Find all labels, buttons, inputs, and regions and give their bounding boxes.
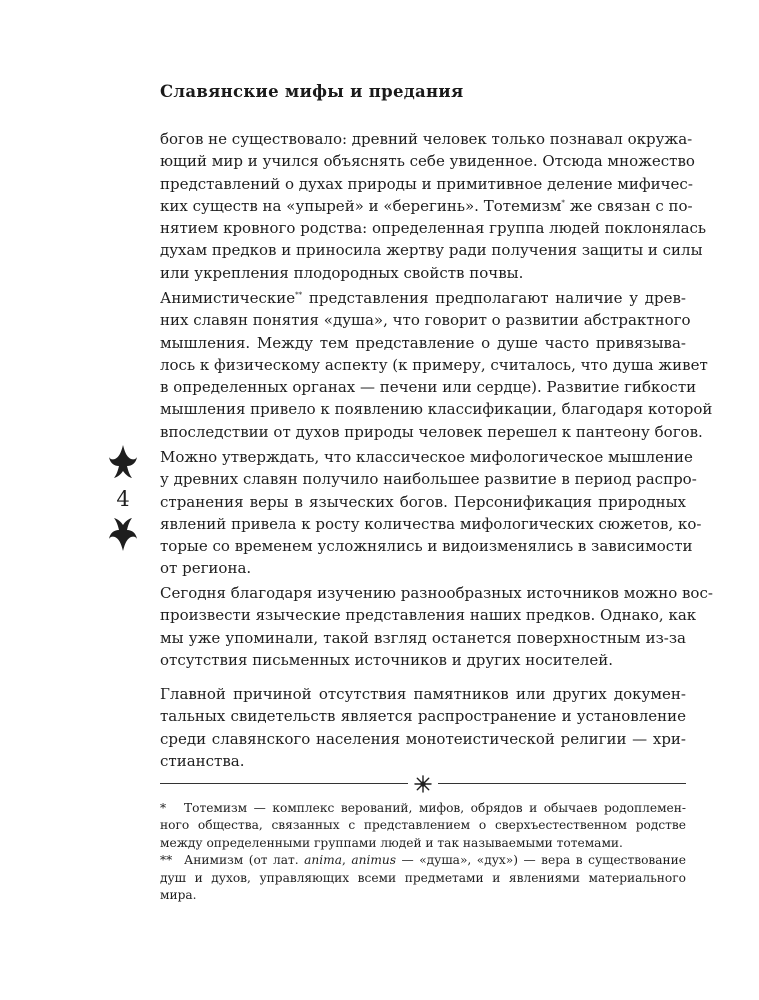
text-line: странения веры в языческих богов. Персонификация природных — [160, 492, 686, 511]
footnote-marker: ** — [295, 291, 303, 299]
text-line: них славян понятия «душа», что говорит о развитии абстрактного — [160, 311, 691, 330]
text-line: нятием кровного родства: определенная группа людей поклонялась — [160, 219, 707, 238]
latin-term: animus — [351, 853, 397, 868]
text-line: Главной причиной отсутствия памятников или других докумен- — [160, 685, 686, 703]
body-paragraph — [160, 287, 713, 443]
text-line: торые со временем усложнялись и видоизменялись в зависимости — [160, 537, 693, 556]
text-line: ющий мир и учился объяснять себе увиденное. Отсюда множество — [160, 152, 695, 171]
running-head: Славянские мифы и предания — [160, 82, 464, 101]
footnote-line: душ и духов, управляющих всеми предметами и явлениями материального — [160, 870, 686, 885]
text-line: тальных свидетельств является распространение и установление — [160, 707, 686, 726]
text-fragment: — «душа», «дух») — вера в существование — [396, 853, 687, 868]
text-line: от региона. — [160, 559, 252, 578]
footnote-line: мира. — [160, 887, 197, 902]
footnote — [160, 800, 686, 852]
text-fragment: Тотемизм — комплекс верований, мифов, обрядов и обычаев родоплемен- — [184, 801, 686, 815]
text-line: явлений привела к росту количества мифологических сюжетов, ко- — [160, 514, 702, 533]
text-line: стианства. — [160, 751, 245, 770]
text-line: Можно утверждать, что классическое мифологическое мышление — [160, 448, 693, 466]
text-line: среди славянского населения монотеистической религии — хри- — [160, 729, 686, 748]
text-fragment: представления предполагают наличие у древ- — [302, 289, 686, 307]
text-line: Сегодня благодаря изучению разнообразных источников можно вос- — [160, 584, 713, 602]
text-line: мы уже упоминали, такой взгляд останется поверхностным из-за — [160, 628, 686, 647]
footnote-line — [160, 800, 686, 817]
footnote-mark: * — [160, 801, 167, 815]
text-fragment: же связан с по- — [564, 196, 693, 215]
text-fragment: Анимистические — [160, 289, 296, 307]
text-line: у древних славян получило наибольшее развитие в период распро- — [160, 470, 697, 489]
separator-line — [160, 783, 408, 784]
text-line: отсутствия письменных источников и других носителей. — [160, 650, 614, 669]
body-paragraph — [160, 446, 702, 580]
text-line — [160, 287, 686, 309]
page-number: 4 — [116, 487, 130, 511]
text-fragment: , — [341, 853, 352, 868]
leaf-ornament-icon — [108, 516, 138, 552]
footnote-marker: * — [561, 198, 565, 207]
latin-term: anima — [304, 853, 342, 868]
text-line: в определенных органах — печени или сердце). Развитие гибкости — [160, 378, 697, 397]
footnote — [160, 852, 686, 904]
text-line: или укрепления плодородных свойств почвы. — [160, 263, 524, 282]
text-line: духам предков и приносила жертву ради получения защиты и силы — [160, 241, 703, 260]
body-paragraph — [160, 683, 686, 772]
leaf-ornament-icon — [108, 444, 138, 480]
text-fragment: ких существ на «упырей» и «берегинь». Тотемизм — [160, 196, 562, 215]
text-line: богов не существовало: древний человек только познавал окружа- — [160, 130, 693, 148]
star-ornament-icon — [414, 775, 432, 793]
separator-line — [438, 783, 686, 784]
footnotes — [160, 800, 686, 904]
body-paragraph — [160, 582, 713, 671]
text-line: впоследствии от духов природы человек перешел к пантеону богов. — [160, 422, 703, 441]
footnote-separator — [160, 775, 686, 793]
text-line: лось к физическому аспекту (к примеру, считалось, что душа живет — [160, 355, 708, 374]
footnote-line — [160, 852, 686, 869]
text-line: мышления привело к появлению классификации, благодаря которой — [160, 400, 713, 419]
text-line: мышления. Между тем представление о душе часто привязыва- — [160, 333, 686, 352]
footnote-line: ного общества, связанных с представлением о сверхъестественном родстве — [160, 818, 686, 833]
text-line: представлений о духах природы и примитивное деление мифичес- — [160, 174, 693, 193]
text-fragment: Анимизм (от лат. — [184, 853, 305, 868]
footnote-line: между определенными группами людей и так называемыми тотемами. — [160, 835, 623, 850]
body-paragraph — [160, 128, 707, 284]
footnote-mark: ** — [160, 853, 173, 868]
text-line — [160, 195, 693, 217]
text-line: произвести языческие представления наших предков. Однако, как — [160, 606, 697, 625]
